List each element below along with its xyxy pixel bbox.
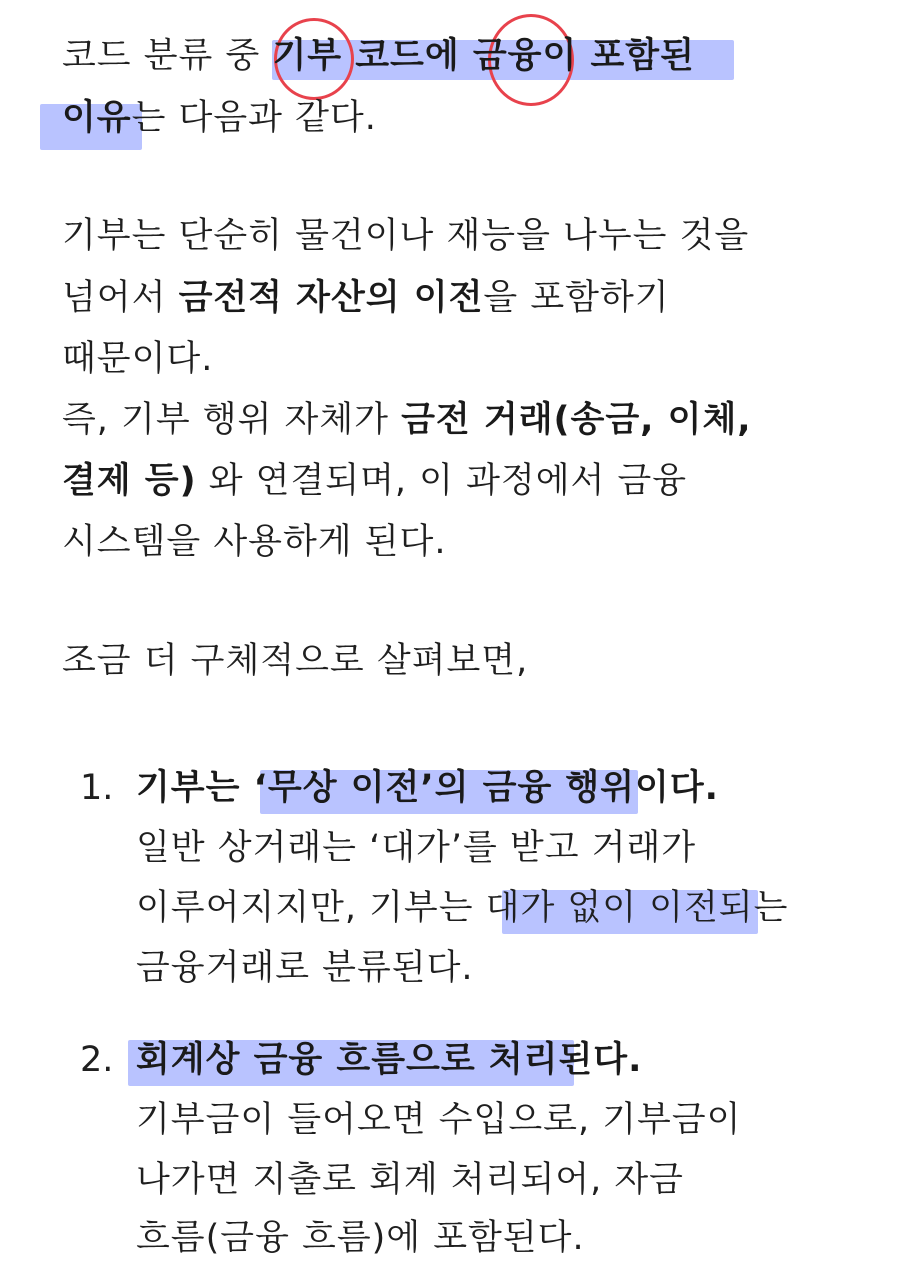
item-2-body-3: 흐름(금융 흐름)에 포함된다. — [136, 1218, 585, 1258]
para1-line-4: 즉, 기부 행위 자체가 금전 거래(송금, 이체, — [62, 400, 752, 440]
item-2-body-2: 나가면 지출로 회계 처리되어, 자금 — [136, 1160, 684, 1200]
item-2-title: 회계상 금융 흐름으로 처리된다. — [136, 1040, 643, 1080]
para1-line-6: 시스템을 사용하게 된다. — [62, 522, 447, 562]
intro-line-1: 코드 분류 중 기부 코드에 금융이 포함된 — [62, 36, 695, 76]
para1-line-2: 넘어서 금전적 자산의 이전을 포함하기 — [62, 278, 670, 318]
list-number: 1. — [80, 768, 114, 808]
para1-line-3: 때문이다. — [62, 339, 214, 379]
item-1-title: 기부는 ‘무상 이전’의 금융 행위이다. — [136, 768, 719, 808]
intro-line-2: 이유는 다음과 같다. — [62, 98, 377, 138]
item-1-body-1: 일반 상거래는 ‘대가’를 받고 거래가 — [136, 828, 697, 868]
para1-line-5: 결제 등) 와 연결되며, 이 과정에서 금융 — [62, 461, 688, 501]
para1-line-1: 기부는 단순히 물건이나 재능을 나누는 것을 — [62, 216, 750, 256]
item-1-body-2: 이루어지지만, 기부는 대가 없이 이전되는 — [136, 888, 789, 928]
item-2-body-1: 기부금이 들어오면 수입으로, 기부금이 — [136, 1100, 742, 1140]
item-1-body-3: 금융거래로 분류된다. — [136, 948, 474, 988]
list-number: 2. — [80, 1040, 114, 1080]
para2-line-1: 조금 더 구체적으로 살펴보면, — [62, 641, 529, 681]
